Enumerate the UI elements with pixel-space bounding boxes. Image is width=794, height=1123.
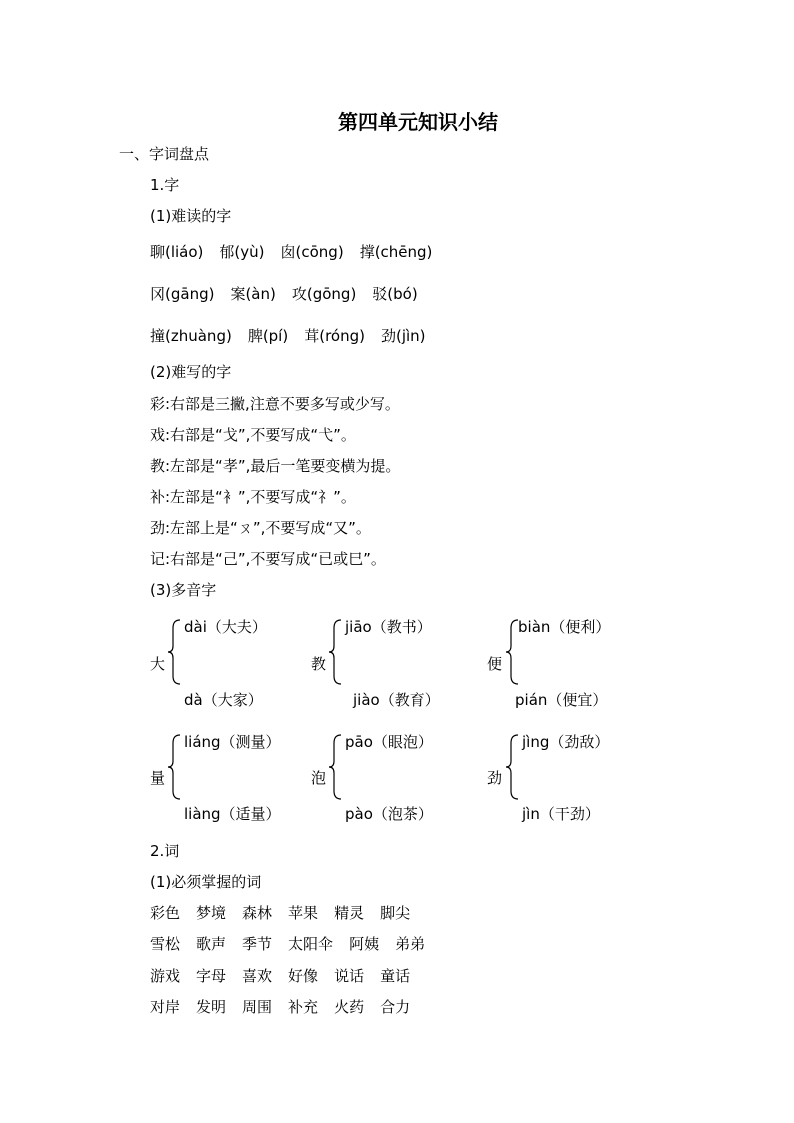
polyphone-char: 大: [150, 655, 166, 673]
word-item: 发明: [196, 998, 227, 1016]
polyphone-reading-bottom: pào（泡茶）: [345, 805, 433, 823]
word-item: 森林: [242, 904, 273, 922]
word-item: 精灵: [334, 904, 365, 922]
word-item: 太阳伞: [288, 935, 334, 953]
hard-write-line: 劲:左部上是“ㄡ”,不要写成“又”。: [150, 519, 371, 537]
word-item: 合力: [380, 998, 411, 1016]
polyphone-reading-bottom: pián（便宜）: [515, 691, 608, 709]
word-row-1: [150, 903, 426, 923]
word-item: 喜欢: [242, 967, 273, 985]
word-item: 季节: [242, 935, 273, 953]
word-item: 童话: [380, 967, 411, 985]
subheading-hard-to-write: (2)难写的字: [150, 363, 232, 381]
subheading-hard-to-read: (1)难读的字: [150, 207, 232, 225]
word-item: 补充: [288, 998, 319, 1016]
polyphone-reading-top: dài（大夫）: [184, 618, 267, 636]
polyphone-reading-top: liáng（测量）: [184, 733, 281, 751]
hard-write-line: 补:左部是“衤”,不要写成“礻”。: [150, 488, 356, 506]
brace-icon: [328, 733, 342, 801]
hard-read-row-3: [150, 326, 442, 346]
word-item: 火药: [334, 998, 365, 1016]
word-item: 阿姨: [349, 935, 380, 953]
brace-icon: [167, 618, 181, 686]
word-row-2: [150, 934, 441, 954]
word-item: 梦境: [196, 904, 227, 922]
word-row-4: [150, 997, 426, 1017]
word-item: 彩色: [150, 904, 181, 922]
polyphone-char: 劲: [487, 769, 503, 787]
word-item: 苹果: [288, 904, 319, 922]
subheading-polyphones: (3)多音字: [150, 581, 217, 599]
polyphone-reading-top: jiāo（教书）: [345, 618, 432, 636]
polyphone-char: 教: [311, 655, 327, 673]
word-item: 游戏: [150, 967, 181, 985]
hard-read-item: 撑(chēng): [359, 243, 433, 261]
word-item: 对岸: [150, 998, 181, 1016]
word-item: 脚尖: [380, 904, 411, 922]
hard-write-line: 戏:右部是“戈”,不要写成“弋”。: [150, 426, 356, 444]
brace-icon: [505, 733, 519, 801]
hard-read-row-1: [150, 242, 448, 262]
polyphone-reading-top: pāo（眼泡）: [345, 733, 433, 751]
polyphone-char: 便: [487, 655, 503, 673]
hard-write-line: 彩:右部是三撇,注意不要多写或少写。: [150, 395, 400, 413]
hard-read-item: 劲(jìn): [380, 327, 426, 345]
page-title: 第四单元知识小结: [338, 110, 498, 134]
polyphone-reading-bottom: liàng（适量）: [184, 805, 281, 823]
hard-read-item: 驳(bó): [372, 285, 418, 303]
hard-read-item: 冈(gāng): [150, 285, 215, 303]
hard-read-item: 攻(gōng): [291, 285, 357, 303]
hard-read-item: 茸(róng): [304, 327, 365, 345]
hard-write-line: 记:右部是“己”,不要写成“已或巳”。: [150, 550, 386, 568]
word-item: 雪松: [150, 935, 181, 953]
hard-read-item: 囱(cōng): [280, 243, 344, 261]
word-item: 说话: [334, 967, 365, 985]
polyphone-char: 量: [150, 769, 166, 787]
section-heading-words: 一、字词盘点: [119, 145, 210, 163]
polyphone-reading-bottom: dà（大家）: [184, 691, 263, 709]
hard-read-item: 聊(liáo): [150, 243, 204, 261]
hard-read-item: 案(àn): [230, 285, 276, 303]
word-item: 字母: [196, 967, 227, 985]
hard-read-row-2: [150, 284, 434, 304]
word-row-3: [150, 966, 426, 986]
brace-icon: [328, 618, 342, 686]
hard-read-item: 郁(yù): [219, 243, 265, 261]
polyphone-reading-bottom: jìn（干劲）: [522, 805, 600, 823]
subheading-characters: 1.字: [150, 176, 180, 194]
polyphone-reading-bottom: jiào（教育）: [353, 691, 440, 709]
word-item: 周围: [242, 998, 273, 1016]
polyphone-reading-top: jìng（劲敌）: [522, 733, 610, 751]
word-item: 歌声: [196, 935, 227, 953]
hard-read-item: 撞(zhuàng): [150, 327, 232, 345]
brace-icon: [505, 618, 519, 686]
brace-icon: [167, 733, 181, 801]
word-item: 弟弟: [395, 935, 426, 953]
polyphone-reading-top: biàn（便利）: [518, 618, 611, 636]
polyphone-char: 泡: [311, 769, 327, 787]
hard-write-line: 教:左部是“孝”,最后一笔要变横为提。: [150, 457, 401, 475]
subheading-words: 2.词: [150, 842, 180, 860]
subheading-must-know-words: (1)必须掌握的词: [150, 873, 262, 891]
word-item: 好像: [288, 967, 319, 985]
hard-read-item: 脾(pí): [247, 327, 289, 345]
